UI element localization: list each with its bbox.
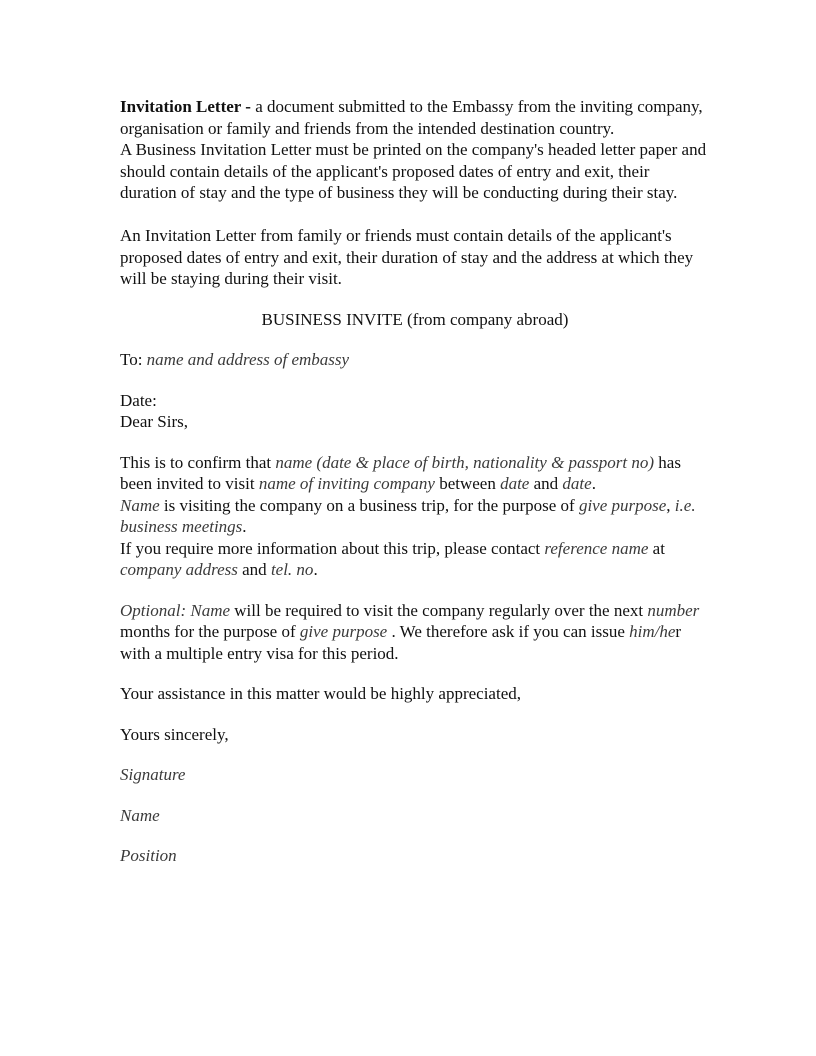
salutation: Dear Sirs, [120, 412, 188, 431]
spacer [120, 290, 710, 309]
spacer [120, 371, 710, 390]
definition-text: a document submitted to the Embassy from the inviting company, organisation or family and friends from the intended destination country. [120, 97, 703, 138]
term-invitation-letter: Invitation Letter [120, 97, 242, 116]
contact-text-2: at [648, 538, 665, 558]
assistance-line: Your assistance in this matter would be highly appreciated, [120, 684, 521, 703]
contact-text-1: If you require more information about this trip, please contact [120, 538, 545, 558]
closing-line: Yours sincerely, [120, 724, 229, 744]
reference-name: reference name [544, 538, 649, 558]
optional-paragraph [120, 600, 710, 665]
document-page [120, 96, 710, 867]
purpose-paragraph [120, 495, 710, 538]
spacer [120, 786, 710, 805]
pronoun: him/he [629, 622, 676, 641]
spacer [120, 664, 710, 683]
template-heading: BUSINESS INVITE (from company abroad) [261, 309, 569, 329]
confirm-text-2: has been invited to visit [120, 452, 681, 493]
position-placeholder: Position [120, 846, 177, 865]
spacer [120, 826, 710, 845]
months-number: number [647, 600, 700, 620]
contact-text-4: . [313, 560, 318, 579]
spacer [120, 433, 710, 452]
family-letter-paragraph: An Invitation Letter from family or friends must contain details of the applicant's proposed dates of entry and exit, their duration of stay and the address at which they will be staying during their visit. [120, 226, 694, 288]
optional-purpose: give purpose [299, 622, 388, 641]
visitor-name: Name [120, 495, 160, 515]
term-dash: - [241, 97, 256, 116]
purpose-example: i.e. business meetings [120, 495, 696, 536]
applicant-name-details: name (date & place of birth, nationality & passport no) [275, 452, 655, 472]
to-label: To: [120, 350, 147, 369]
to-line [120, 349, 710, 371]
business-letter-paragraph: A Business Invitation Letter must be printed on the company's headed letter paper and should contain details of the applicant's proposed dates of entry and exit, their duration of stay and the type of business they will be conducting during their stay. [120, 140, 707, 202]
spacer [120, 745, 710, 764]
spacer [120, 705, 710, 724]
inviting-company: name of inviting company [258, 474, 435, 493]
spacer [120, 581, 710, 600]
confirm-text-5: . [591, 474, 596, 493]
contact-text-3: and [237, 560, 271, 579]
confirm-text-4: and [529, 474, 563, 493]
give-purpose: give purpose [578, 495, 667, 515]
optional-text-4: r with a multiple entry visa for this period. [120, 622, 682, 663]
purpose-text-1: is visiting the company on a business trip, for the purpose of [159, 495, 579, 515]
intro-definition [120, 96, 710, 139]
purpose-text-2: , [666, 495, 675, 515]
optional-text-2: months for the purpose of [120, 622, 300, 641]
optional-text-1: will be required to visit the company regularly over the next [230, 600, 648, 620]
confirm-paragraph [120, 452, 710, 495]
telephone-number: tel. no [270, 560, 314, 579]
signature-placeholder: Signature [120, 765, 186, 784]
company-address: company address [120, 560, 238, 579]
date-line: Date: [120, 390, 157, 410]
spacer [120, 330, 710, 349]
to-value: name and address of embassy [146, 350, 350, 369]
spacer [120, 204, 710, 226]
entry-date: date [500, 474, 530, 493]
confirm-text-1: This is to confirm that [120, 452, 276, 472]
contact-paragraph [120, 538, 710, 581]
confirm-text-3: between [434, 474, 501, 493]
optional-label: Optional: Name [120, 600, 231, 620]
optional-text-3: . We therefore ask if you can issue [387, 622, 630, 641]
exit-date: date [562, 474, 592, 493]
name-placeholder: Name [120, 805, 160, 825]
purpose-text-3: . [242, 517, 247, 536]
